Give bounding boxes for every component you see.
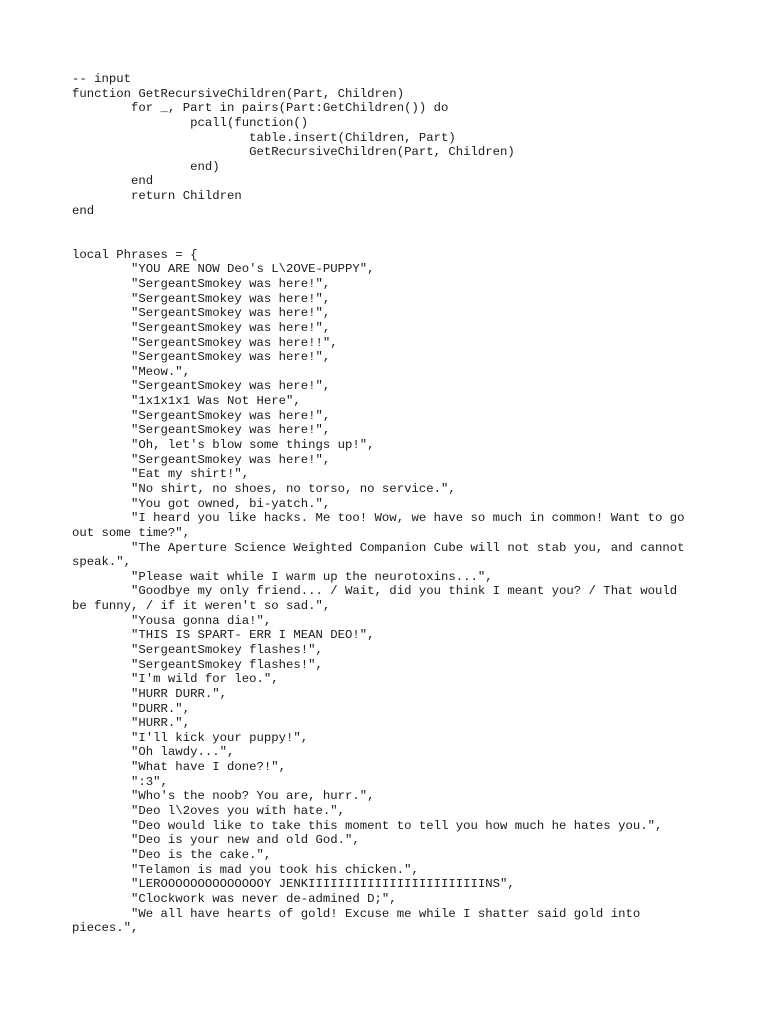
code-line: "Oh lawdy...",	[72, 745, 235, 760]
code-line: "Deo l\2oves you with hate.",	[72, 804, 346, 819]
code-line: "Clockwork was never de-admined D;",	[72, 891, 397, 906]
code-line: end)	[72, 159, 220, 174]
code-line	[72, 233, 698, 248]
code-line: "SergeantSmokey was here!",	[72, 452, 331, 467]
code-line: pieces.",	[72, 921, 139, 936]
code-line: speak.",	[72, 555, 132, 570]
code-line: "No shirt, no shoes, no torso, no service.",	[72, 481, 456, 496]
code-line: "SergeantSmokey was here!",	[72, 379, 331, 394]
code-line: return Children	[72, 189, 242, 204]
code-line: "Oh, let's blow some things up!",	[72, 438, 375, 453]
code-line	[72, 218, 698, 233]
code-line: "SergeantSmokey was here!!",	[72, 335, 338, 350]
code-line: "Deo would like to take this moment to tell you how much he hates you.",	[72, 818, 663, 833]
code-line: "HURR.",	[72, 716, 191, 731]
code-line: "THIS IS SPART- ERR I MEAN DEO!",	[72, 628, 375, 643]
code-line: "DURR.",	[72, 701, 191, 716]
code-line: "SergeantSmokey flashes!",	[72, 657, 323, 672]
code-line: "Telamon is mad you took his chicken.",	[72, 862, 419, 877]
code-line: "SergeantSmokey was here!",	[72, 423, 331, 438]
code-line: "SergeantSmokey was here!",	[72, 350, 331, 365]
code-line: "What have I done?!",	[72, 760, 287, 775]
code-line: "SergeantSmokey was here!",	[72, 291, 331, 306]
code-line: "Please wait while I warm up the neurotoxins...",	[72, 569, 493, 584]
code-line: local Phrases = {	[72, 247, 198, 262]
code-line: "I'll kick your puppy!",	[72, 730, 309, 745]
code-line: for _, Part in pairs(Part:GetChildren()) do	[72, 101, 449, 116]
code-line: "HURR DURR.",	[72, 686, 227, 701]
code-line: "LEROOOOOOOOOOOOOOY JENKIIIIIIIIIIIIIIIIIIIIIIIINS",	[72, 877, 515, 892]
code-line: GetRecursiveChildren(Part, Children)	[72, 145, 515, 160]
code-line: table.insert(Children, Part)	[72, 130, 456, 145]
code-line: "SergeantSmokey was here!",	[72, 306, 331, 321]
code-line: "The Aperture Science Weighted Companion Cube will not stab you, and cannot	[72, 540, 685, 555]
code-line: "Who's the noob? You are, hurr.",	[72, 789, 375, 804]
code-line: "I heard you like hacks. Me too! Wow, we have so much in common! Want to go	[72, 511, 685, 526]
code-line: "I'm wild for leo.",	[72, 672, 279, 687]
code-line: function GetRecursiveChildren(Part, Children)	[72, 86, 405, 101]
code-line: "You got owned, bi-yatch.",	[72, 496, 331, 511]
code-line: "SergeantSmokey was here!",	[72, 276, 331, 291]
code-line: end	[72, 174, 154, 189]
code-line: "SergeantSmokey was here!",	[72, 320, 331, 335]
code-line: "YOU ARE NOW Deo's L\2OVE-PUPPY",	[72, 262, 375, 277]
code-line: pcall(function()	[72, 115, 309, 130]
code-line: out some time?",	[72, 525, 191, 540]
code-line: "1x1x1x1 Was Not Here",	[72, 394, 301, 409]
code-document	[72, 72, 698, 936]
code-line: "Yousa gonna dia!",	[72, 613, 272, 628]
code-line: "SergeantSmokey flashes!",	[72, 642, 323, 657]
code-line: "Eat my shirt!",	[72, 467, 250, 482]
code-line: "Meow.",	[72, 364, 191, 379]
code-line: "Deo is your new and old God.",	[72, 833, 360, 848]
code-line: end	[72, 203, 95, 218]
code-line: -- input	[72, 72, 132, 86]
code-line: "SergeantSmokey was here!",	[72, 408, 331, 423]
code-line: be funny, / if it weren't so sad.",	[72, 599, 331, 614]
code-line: "Goodbye my only friend... / Wait, did you think I meant you? / That would	[72, 584, 678, 599]
code-line: "Deo is the cake.",	[72, 847, 272, 862]
code-line: ":3",	[72, 774, 168, 789]
code-line: "We all have hearts of gold! Excuse me while I shatter said gold into	[72, 906, 641, 921]
